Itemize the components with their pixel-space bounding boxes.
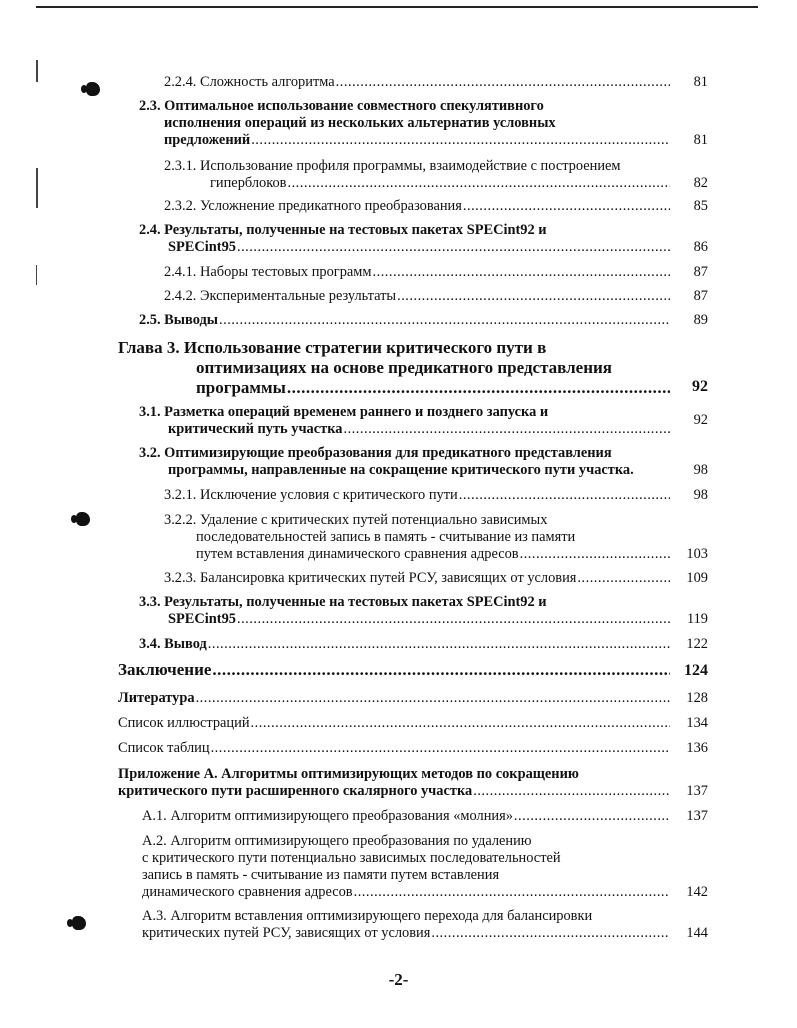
toc-entry-title: Список таблиц (118, 740, 210, 756)
toc-page-number: 122 (686, 636, 708, 652)
leader-dots (520, 546, 670, 563)
leader-dots (251, 715, 670, 732)
toc-entry-title: 3.2.2. Удаление с критических путей потенциально зависимых (164, 512, 548, 528)
toc-entry-title: предложений (164, 132, 251, 148)
leader-dots (473, 783, 670, 800)
toc-entry (142, 808, 670, 825)
scan-edge-mark (36, 168, 38, 208)
toc-entry-title: 3.3. Результаты, полученные на тестовых пакетах SPECint92 и (139, 594, 547, 610)
toc-page-number: 86 (693, 239, 708, 255)
toc-entry-title: А.3. Алгоритм вставления оптимизирующего перехода для балансировки (142, 908, 593, 924)
toc-entry-title: с критического пути потенциально зависимых последовательностей (142, 850, 561, 866)
toc-entry-title: Глава 3. Использование стратегии критического пути в (118, 338, 547, 357)
toc-entry-title: критический путь участка (168, 421, 343, 437)
leader-dots (251, 132, 670, 149)
toc-entry (164, 288, 670, 305)
toc-entry-title: 2.3.2. Усложнение предикатного преобразования (164, 198, 462, 214)
toc-page-number: 142 (686, 884, 708, 900)
leader-dots (373, 264, 671, 281)
toc-entry (139, 445, 675, 479)
toc-entry-title: 3.2.3. Балансировка критических путей РСУ, зависящих от условия (164, 570, 577, 586)
toc-page-number: 82 (693, 175, 708, 191)
toc-page-number: 137 (686, 783, 708, 799)
toc-entry-title: SPECint95 (168, 611, 236, 627)
toc-entry (142, 833, 670, 901)
page-number: -2- (388, 970, 409, 989)
toc-entry (164, 570, 670, 587)
toc-entry-title: Заключение (118, 660, 212, 679)
toc-entry-title: 3.2. Оптимизирующие преобразования для предикатного представления (139, 445, 612, 461)
leader-dots (397, 288, 670, 305)
toc-page-number: 103 (686, 546, 708, 562)
leader-dots (343, 421, 670, 438)
toc-entry (164, 487, 670, 504)
scan-top-border (36, 6, 758, 8)
toc-entry (142, 908, 670, 942)
toc-entry-title: Список иллюстраций (118, 715, 250, 731)
toc-page-number: 92 (693, 412, 708, 428)
toc-entry (139, 404, 670, 438)
toc-entry (164, 264, 670, 281)
leader-dots (577, 570, 670, 587)
leader-dots (459, 487, 670, 504)
toc-entry (118, 766, 670, 800)
toc-entry (139, 636, 670, 653)
leader-dots (287, 175, 670, 192)
punch-hole-blot (86, 82, 100, 96)
toc-entry (139, 98, 670, 149)
toc-entry-title: 2.4. Результаты, полученные на тестовых пакетах SPECint92 и (139, 222, 547, 238)
toc-entry-title: 3.1. Разметка операций временем раннего и позднего запуска и (139, 404, 549, 420)
scan-edge-mark (36, 265, 37, 285)
toc-entry-title: А.1. Алгоритм оптимизирующего преобразования «молния» (142, 808, 513, 824)
punch-hole-blot (76, 512, 90, 526)
toc-entry (118, 715, 670, 732)
toc-entry-title: оптимизациях на основе предикатного представления (196, 358, 612, 377)
toc-entry (118, 690, 670, 707)
leader-dots (196, 690, 670, 707)
toc-entry-title: критических путей РСУ, зависящих от условия (142, 925, 431, 941)
punch-hole-blot (72, 916, 86, 930)
toc-page-number: 136 (686, 740, 708, 756)
toc-entry (139, 222, 670, 256)
toc-entry-title: исполнения операций из нескольких альтернатив условных (164, 115, 556, 131)
toc-entry-title: 3.2.1. Исключение условия с критического пути (164, 487, 458, 503)
toc-entry (164, 74, 670, 91)
toc-page-number: 92 (692, 378, 708, 395)
toc-page-number: 87 (693, 288, 708, 304)
toc-entry (164, 158, 670, 192)
toc-entry-title: программы, направленные на сокращение критического пути участка. (168, 462, 634, 478)
toc-page-number: 109 (686, 570, 708, 586)
toc-entry (139, 312, 670, 329)
toc-chapter-entry (118, 338, 670, 398)
leader-dots (354, 884, 670, 901)
toc-page-number: 81 (693, 74, 708, 90)
leader-dots (287, 378, 670, 398)
toc-page-number: 124 (684, 662, 708, 679)
toc-entry-title: 2.5. Выводы (139, 312, 218, 328)
toc-page-number: 98 (693, 462, 708, 478)
toc-page-number: 128 (686, 690, 708, 706)
scan-edge-mark (36, 60, 38, 82)
leader-dots (431, 925, 670, 942)
leader-dots (219, 312, 670, 329)
leader-dots (237, 239, 670, 256)
toc-page-number: 89 (693, 312, 708, 328)
toc-page-number: 134 (686, 715, 708, 731)
toc-entry-title: динамического сравнения адресов (142, 884, 353, 900)
leader-dots (336, 74, 670, 91)
leader-dots (208, 636, 670, 653)
toc-entry-title: SPECint95 (168, 239, 236, 255)
leader-dots (211, 740, 670, 757)
toc-entry (139, 594, 670, 628)
leader-dots (237, 611, 670, 628)
toc-entry-title: критического пути расширенного скалярного участка (118, 783, 473, 799)
toc-entry-title: гиперблоков (210, 175, 287, 191)
toc-entry-title: 2.4.2. Экспериментальные результаты (164, 288, 397, 304)
toc-entry-title: Литература (118, 690, 195, 706)
toc-chapter-entry (118, 660, 670, 680)
toc-entry-title: программы (196, 378, 286, 397)
leader-dots (212, 660, 670, 680)
toc-entry-title: 2.2.4. Сложность алгоритма (164, 74, 335, 90)
toc-entry-title: 2.3. Оптимальное использование совместного спекулятивного (139, 98, 544, 114)
toc-entry (164, 198, 670, 215)
toc-entry-title: 3.4. Вывод (139, 636, 207, 652)
toc-entry (118, 740, 670, 757)
toc-entry-title: 2.3.1. Использование профиля программы, взаимодействие с построением (164, 158, 621, 174)
toc-entry (164, 512, 670, 563)
toc-entry-title: А.2. Алгоритм оптимизирующего преобразования по удалению (142, 833, 532, 849)
toc-page-number: 81 (693, 132, 708, 148)
toc-entry-title: путем вставления динамического сравнения адресов (196, 546, 519, 562)
toc-page-number: 137 (686, 808, 708, 824)
leader-dots (463, 198, 670, 215)
toc-entry-title: последовательностей запись в память - считывание из памяти (196, 529, 576, 545)
toc-entry-title: 2.4.1. Наборы тестовых программ (164, 264, 372, 280)
toc-page-number: 85 (693, 198, 708, 214)
toc-entry-title: запись в память - считывание из памяти путем вставления (142, 867, 500, 883)
toc-page-number: 144 (686, 925, 708, 941)
toc-entry-title: Приложение А. Алгоритмы оптимизирующих методов по сокращению (118, 766, 579, 782)
toc-page-number: 87 (693, 264, 708, 280)
toc-page-number: 119 (686, 611, 708, 627)
leader-dots (514, 808, 670, 825)
toc-page-number: 98 (693, 487, 708, 503)
